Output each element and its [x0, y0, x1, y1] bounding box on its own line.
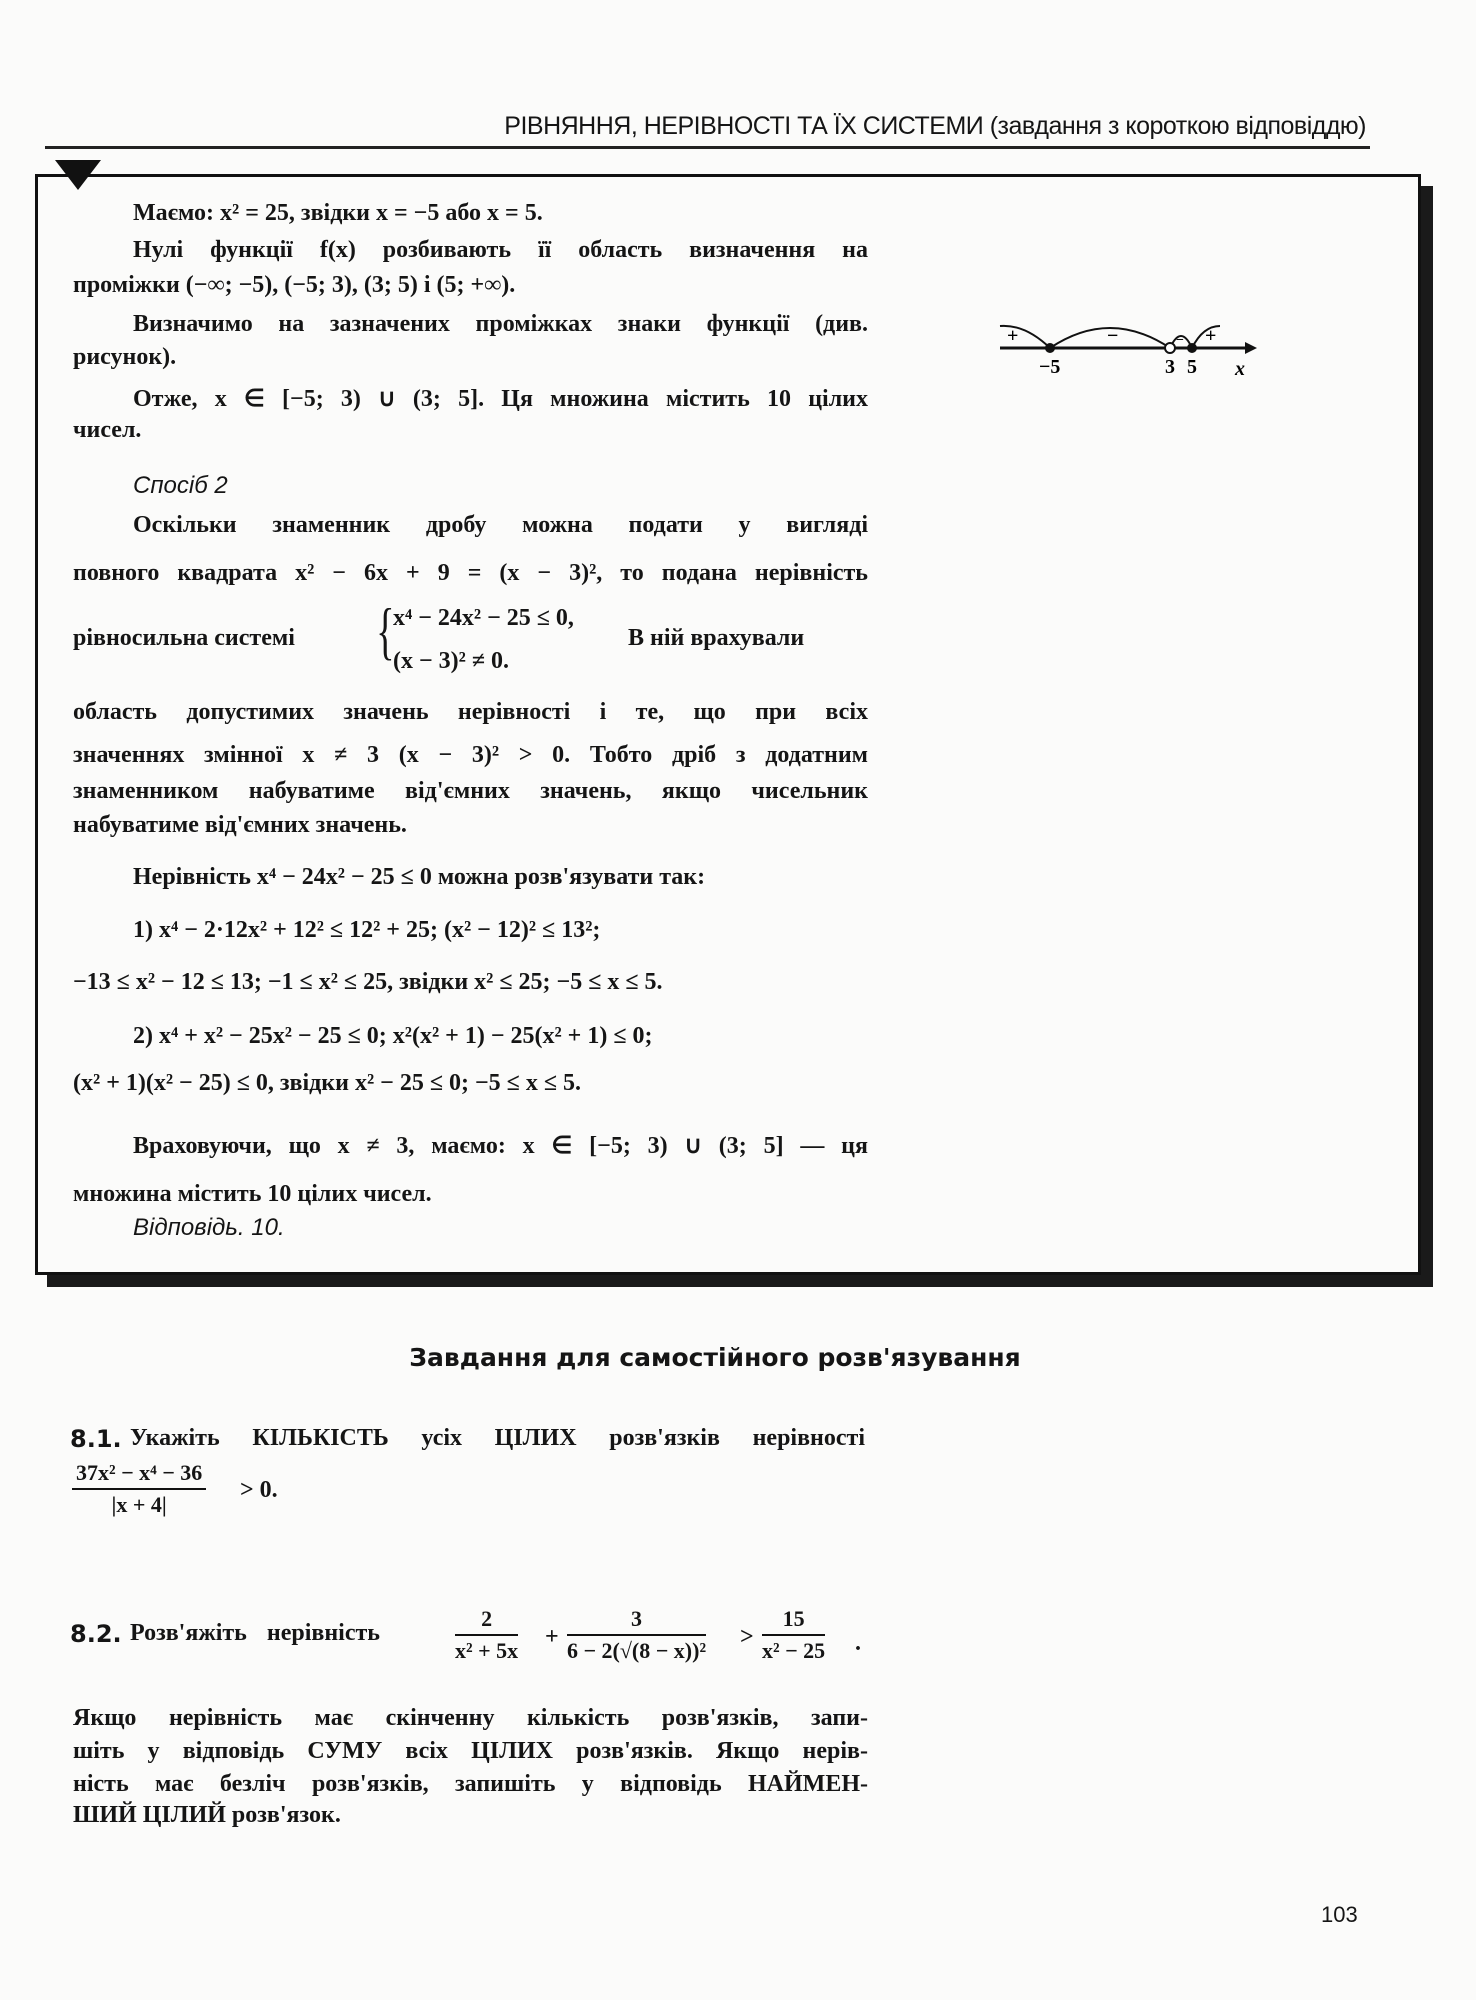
inequality-rhs: > 0.: [240, 1477, 278, 1503]
text-line: ШИЙ ЦІЛИЙ розв'язок.: [73, 1802, 341, 1828]
answer: Відповідь. 10.: [133, 1214, 285, 1241]
text-line: набуватиме від'ємних значень.: [73, 812, 407, 838]
text-line: Визначимо на зазначених проміжках знаки функції (див.: [133, 311, 868, 337]
task-number: 8.1.: [70, 1425, 122, 1453]
text-line: Нулі функції f(x) розбивають її область визначення на: [133, 237, 868, 263]
text-line: рівносильна системі: [73, 625, 295, 651]
page-number: 103: [1321, 1902, 1358, 1927]
task-text: Розв'яжіть нерівність: [130, 1620, 380, 1646]
denominator: x² + 5x: [455, 1638, 519, 1663]
sign-chart: [995, 320, 1260, 380]
fraction: [455, 1606, 518, 1664]
text-line: Враховуючи, що x ≠ 3, маємо: x ∈ [−5; 3) ∪ (3; 5] — ця: [133, 1133, 868, 1159]
fraction: [762, 1606, 825, 1664]
fraction: [567, 1606, 706, 1664]
text-line: Маємо: x² = 25, звідки x = −5 або x = 5.: [133, 200, 543, 226]
denominator: |x + 4|: [111, 1492, 167, 1517]
text-line: 2) x⁴ + x² − 25x² − 25 ≤ 0; x²(x² + 1) − 25(x² + 1) ≤ 0;: [133, 1023, 653, 1049]
method-title: Спосіб 2: [133, 472, 228, 499]
period: .: [855, 1630, 861, 1656]
denominator: 6 − 2(√(8 − x))²: [567, 1638, 707, 1663]
text-line: (x² + 1)(x² − 25) ≤ 0, звідки x² − 25 ≤ 0; −5 ≤ x ≤ 5.: [73, 1070, 582, 1096]
text-line: Якщо нерівність має скінченну кількість розв'язків, запи-: [73, 1705, 868, 1731]
numerator: 2: [455, 1606, 518, 1636]
numerator: 37x² − x⁴ − 36: [72, 1460, 206, 1490]
text-line: знаменником набуватиме від'ємних значень, якщо чисельник: [73, 778, 868, 804]
point-filled: [1187, 343, 1197, 353]
plus-sign: +: [545, 1624, 559, 1650]
text-line: чисел.: [73, 417, 142, 443]
point-label: −5: [1039, 356, 1061, 378]
numerator: 15: [762, 1606, 825, 1636]
denominator: x² − 25: [762, 1638, 826, 1663]
point-label: 3: [1165, 356, 1175, 378]
system-line: (x − 3)² ≠ 0.: [393, 648, 510, 674]
text-line: рисунок).: [73, 344, 177, 370]
sign-label: −: [1176, 333, 1184, 348]
sign-label: +: [1205, 325, 1217, 347]
text-line: множина містить 10 цілих чисел.: [73, 1181, 432, 1207]
text-line: ність має безліч розв'язків, запишіть у відповідь НАЙМЕН-: [73, 1771, 868, 1797]
text-line: −13 ≤ x² − 12 ≤ 13; −1 ≤ x² ≤ 25, звідки x² ≤ 25; −5 ≤ x ≤ 5.: [73, 969, 663, 995]
text-line: Нерівність x⁴ − 24x² − 25 ≤ 0 можна розв'язувати так:: [133, 864, 706, 890]
text-line: В ній врахували: [628, 625, 805, 651]
text-line: проміжки (−∞; −5), (−5; 3), (3; 5) і (5; +∞).: [73, 272, 516, 298]
text-line: значеннях змінної x ≠ 3 (x − 3)² > 0. Тобто дріб з додатним: [73, 742, 868, 768]
gt-sign: >: [740, 1624, 754, 1650]
text-line: повного квадрата x² − 6x + 9 = (x − 3)², то подана нерівність: [73, 560, 868, 586]
header-rule: [45, 146, 1370, 149]
fraction: [72, 1460, 206, 1518]
section-heading: Завдання для самостійного розв'язування: [409, 1343, 1021, 1372]
text-line: область допустимих значень нерівності і те, що при всіх: [73, 699, 868, 725]
sign-label: −: [1107, 325, 1119, 347]
sign-label: +: [1007, 325, 1019, 347]
axis-label: x: [1235, 358, 1245, 380]
arrow-icon: [1245, 342, 1257, 354]
point-open: [1165, 343, 1175, 353]
text-line: 1) x⁴ − 2·12x² + 12² ≤ 12² + 25; (x² − 12)² ≤ 13²;: [133, 917, 601, 943]
task-text: Укажіть КІЛЬКІСТЬ усіх ЦІЛИХ розв'язків нерівності: [130, 1425, 865, 1451]
point-filled: [1045, 343, 1055, 353]
task-number: 8.2.: [70, 1620, 122, 1648]
system-brace: {: [376, 595, 395, 666]
text-line: Отже, x ∈ [−5; 3) ∪ (3; 5]. Ця множина містить 10 цілих: [133, 386, 868, 412]
point-label: 5: [1187, 356, 1197, 378]
text-line: Оскільки знаменник дробу можна подати у вигляді: [133, 512, 868, 538]
numerator: 3: [567, 1606, 706, 1636]
triangle-marker-icon: [55, 160, 101, 190]
running-header: РІВНЯННЯ, НЕРІВНОСТІ ТА ЇХ СИСТЕМИ (завдання з короткою відповіддю): [504, 112, 1366, 140]
system-line: x⁴ − 24x² − 25 ≤ 0,: [393, 605, 574, 631]
text-line: шіть у відповідь СУМУ всіх ЦІЛИХ розв'язків. Якщо нерів-: [73, 1738, 868, 1764]
